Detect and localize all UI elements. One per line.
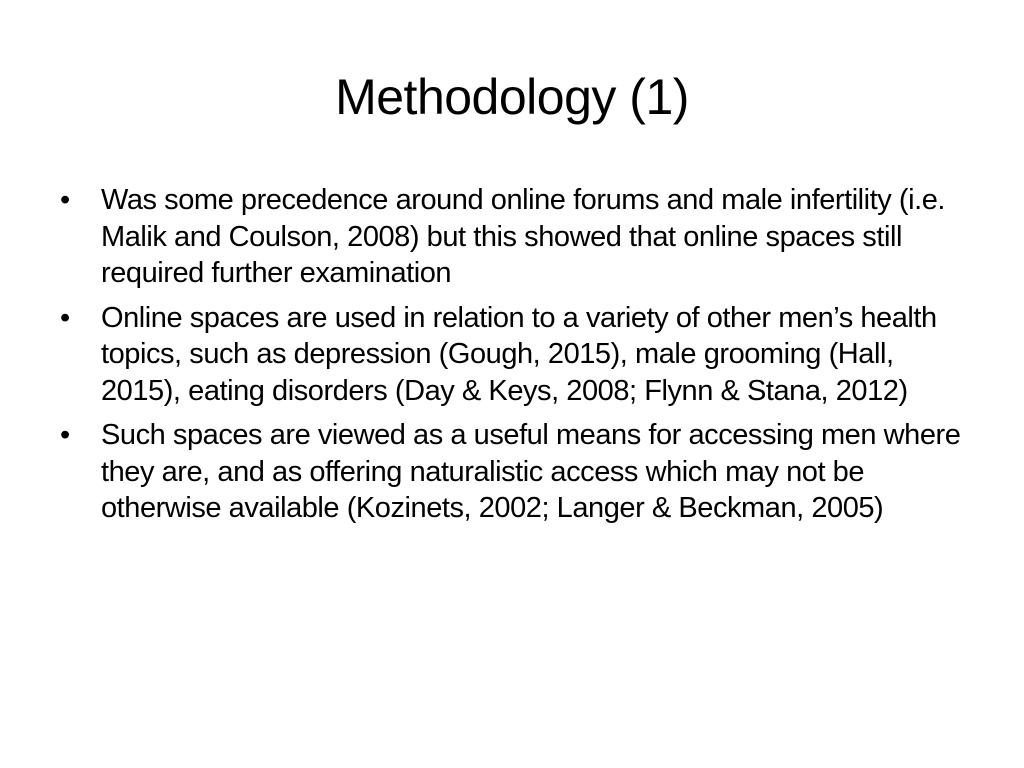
slide-title: Methodology (1) [335,69,689,125]
bullet-text: Was some precedence around online forums and male infertility (i.e. Malik and Coulson, 2008) but this showed that online spaces still required further examination [101,184,946,289]
bullet-text: Such spaces are viewed as a useful means for accessing men where they are, and as offering naturalistic access which may not be otherwise available (Kozinets, 2002; Langer & Beckman, 2005) [101,419,961,524]
bullet-marker: • [60,184,70,216]
bullet-text: Online spaces are used in relation to a variety of other men’s health topics, such as depression (Gough, 2015), male grooming (Hall, 2015), eating disorders (Day & Keys, 2008; Flynn & Stana, 2012) [101,301,937,407]
bullet-marker: • [60,419,70,451]
bullet-item [58,182,978,292]
bullet-list [58,182,978,535]
bullet-item [58,300,978,410]
bullet-item [58,417,978,527]
bullet-marker: • [60,301,70,334]
